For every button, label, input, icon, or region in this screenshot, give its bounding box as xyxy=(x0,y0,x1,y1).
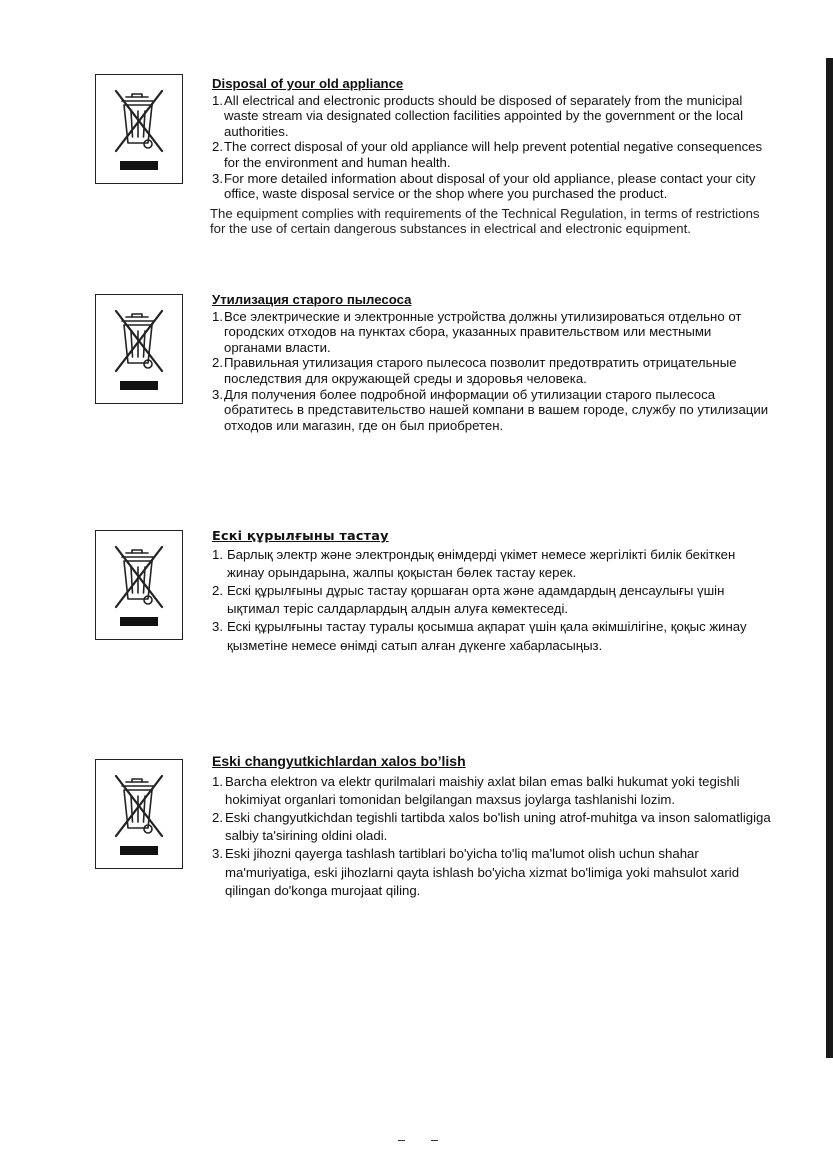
section-en xyxy=(212,76,772,237)
list-item: 1. Barcha elektron va elektr qurilmalari maishiy axlat bilan emas balki hukumat yoki tegishli hokimiyat organlari tomonidan belgilangan maxsus joylarga tashlanishi lozim. xyxy=(212,773,740,807)
weee-bin-box-kz xyxy=(95,530,183,640)
crossed-bin-icon xyxy=(96,531,182,639)
list-item: 3. Eski jihozni qayerga tashlash tartiblari bo'yicha to'liq ma'lumot olish uchun shahar ma'muriyatiga, eski jihozlarni qayta ishlash bo'yicha xizmat bo'limiga yoki mahsulot xarid qilingan do'konga murojaat qiling. xyxy=(212,846,740,898)
section-heading: Утилизация старого пылесоса xyxy=(212,292,412,307)
list-item: 2. The correct disposal of your old appliance will help prevent potential negative consequences for the environment and human health. xyxy=(212,139,763,170)
list-item: 2. Ескі құрылғыны дұрыс тастау қоршаған орта және адамдардың денсаулығы үшін ықтимал теріс салдарлардың алдын алуға көмектеседі. xyxy=(212,583,725,617)
section-uz xyxy=(212,754,772,900)
section-kz xyxy=(212,529,772,655)
crossed-bin-icon xyxy=(96,760,182,868)
section-ru xyxy=(212,292,772,433)
crossed-bin-icon xyxy=(96,75,182,183)
list-item: 2. Правильная утилизация старого пылесоса позволит предотвратить отрицательные последствия для окружающей среды и здоровья человека. xyxy=(212,355,737,386)
list-item: 1. All electrical and electronic products should be disposed of separately from the municipal waste stream via designated collection facilities appointed by the government or the local authorities. xyxy=(212,92,744,139)
crossed-bin-icon xyxy=(96,295,182,403)
weee-bin-box-en xyxy=(95,74,183,184)
list-item: 3. Для получения более подробной информации об утилизации старого пылесоса обратитесь в представительство нашей компани в вашем городе, службу по утилизации отходов или магазин, где он был приобретен. xyxy=(212,386,769,433)
instruction-list xyxy=(212,309,772,434)
section-heading: Disposal of your old appliance xyxy=(212,76,404,91)
page-edge-bar xyxy=(826,58,833,1058)
list-item: 3. Ескі құрылғыны тастау туралы қосымша ақпарат үшін қала әкімшілігіне, қоқыс жинау қызметіне немесе өнімді сатып алған дүкенге хабарласыңыз. xyxy=(212,619,747,653)
instruction-list xyxy=(212,93,772,202)
footer-mark-left xyxy=(398,1140,405,1141)
section-heading: Eski changyutkichlardan xalos bo’lish xyxy=(212,753,466,769)
weee-bin-box-ru xyxy=(95,294,183,404)
instruction-list xyxy=(212,546,772,655)
list-item: 2. Eski changyutkichdan tegishli tartibda xalos bo'lish uning atrof-muhitga va inson salomatligiga salbiy ta'sirining oldini oladi. xyxy=(212,810,771,844)
footer-mark-right xyxy=(431,1140,438,1141)
compliance-note: The equipment complies with requirements of the Technical Regulation, in terms of restrictions for the use of certain dangerous substances in electrical and electronic equipment. xyxy=(210,205,760,237)
list-item: 3. For more detailed information about disposal of your old appliance, please contact your city office, waste disposal service or the shop where you purchased the product. xyxy=(212,170,756,202)
weee-bin-box-uz xyxy=(95,759,183,869)
instruction-list xyxy=(212,773,772,900)
list-item: 1. Все электрические и электронные устройства должны утилизироваться отдельно от городских отходов на пунктах сбора, указанных правительством или местными органами власти. xyxy=(212,308,742,355)
section-heading: Ескі құрылғыны тастау xyxy=(212,529,389,544)
list-item: 1. Барлық электр және электрондық өнімдерді үкімет немесе жергілікті билік бекіткен жинау орындарына, жалпы қоқыстан бөлек тастау керек. xyxy=(212,546,736,580)
